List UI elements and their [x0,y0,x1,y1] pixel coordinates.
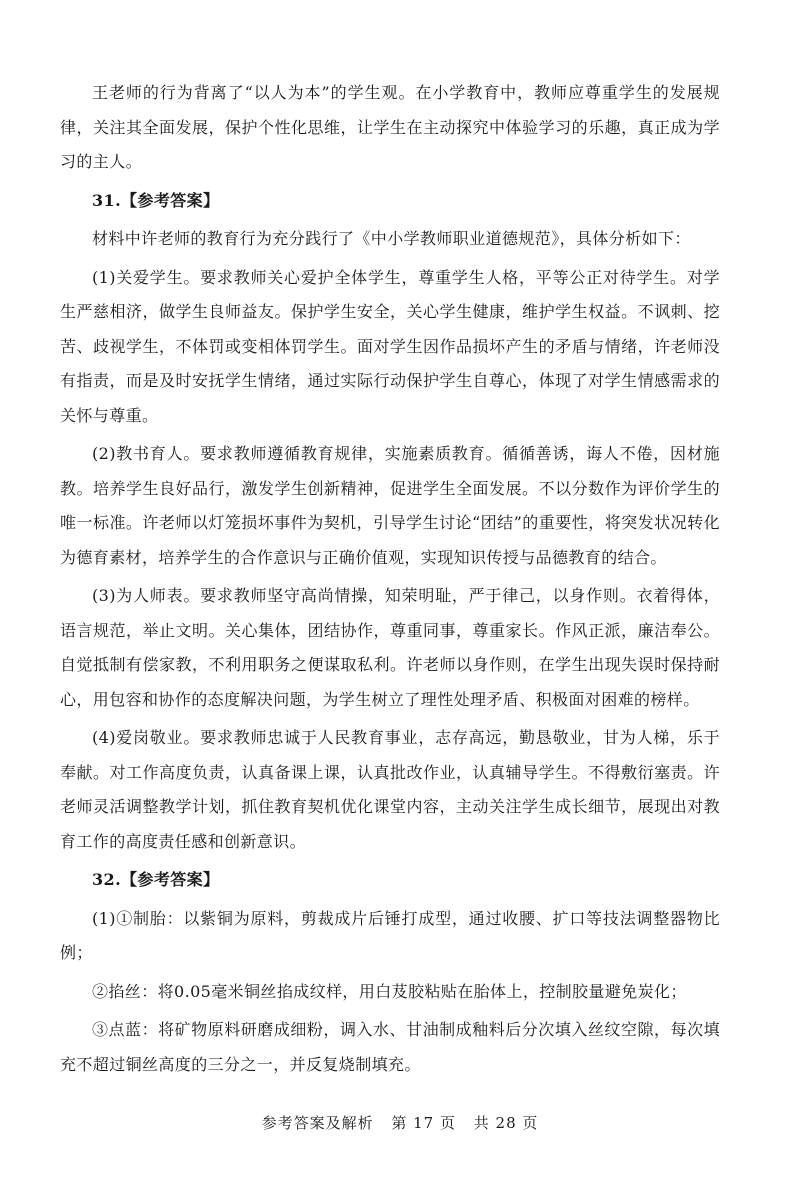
footer-doc-title: 参考答案及解析 [261,1114,374,1132]
paragraph-step-wire-filigree: ②掐丝：将0.05毫米铜丝掐成纹样，用白芨胶粘贴在胎体上，控制胶量避免炭化； [92,981,687,1001]
answer-heading-31: 31.【参考答案】 [92,190,220,210]
paragraph-student-view: 王老师的行为背离了“以人为本”的学生观。在小学教育中，教师应尊重学生的发展规律，关注其全面发展，保护个性化思维，让学生在主动探究中体验学习的乐趣，真正成为学习的主人。 [60,83,720,171]
paragraph-intro-31: 材料中许老师的教育行为充分践行了《中小学教师职业道德规范》，具体分析如下： [92,229,691,248]
page-footer [0,1112,800,1133]
footer-total-pages: 共 28 页 [473,1114,539,1132]
paragraph-dedication: (4)爱岗敬业。要求教师忠诚于人民教育事业，志存高远，勤恳敬业，甘为人梯，乐于奉献。对工作高度负责，认真备课上课，认真批改作业，认真辅导学生。不得敷衍塞责。许老师灵活调整教学计划，抓住教育契机优化课堂内容，主动关注学生成长细节，展现出对教育工作的高度责任感和创新意识。 [60,728,720,851]
paragraph-step-enamel-filling: ③点蓝：将矿物原料研磨成细粉，调入水、甘油制成釉料后分次填入丝纹空隙，每次填充不超过铜丝高度的三分之一，并反复烧制填充。 [60,1020,720,1074]
paragraph-teach-educate: (2)教书育人。要求教师遵循教育规律，实施素质教育。循循善诱，诲人不倦，因材施教。培养学生良好品行，激发学生创新精神，促进学生全面发展。不以分数作为评价学生的唯一标准。许老师以灯笼损坏事件为契机，引导学生讨论“团结”的重要性，将突发状况转化为德育素材，培养学生的合作意识与正确价值观，实现知识传授与品德教育的结合。 [60,444,720,567]
answer-heading-32: 32.【参考答案】 [92,870,220,889]
paragraph-care-students: (1)关爱学生。要求教师关心爱护全体学生，尊重学生人格，平等公正对待学生。对学生严慈相济，做学生良师益友。保护学生安全，关心学生健康，维护学生权益。不讽刺、挖苦、歧视学生，不体罚或变相体罚学生。面对学生因作品损坏产生的矛盾与情绪，许老师没有指责，而是及时安抚学生情绪，通过实际行动保护学生自尊心，体现了对学生情感需求的关怀与尊重。 [60,267,720,425]
paragraph-step-body-making: (1)①制胎：以紫铜为原料，剪裁成片后锤打成型，通过收腰、扩口等技法调整器物比例； [60,908,720,962]
page-body [60,76,720,1082]
paragraph-role-model: (3)为人师表。要求教师坚守高尚情操，知荣明耻，严于律己，以身作则。衣着得体，语言规范，举止文明。关心集体，团结协作，尊重同事，尊重家长。作风正派，廉洁奉公。自觉抵制有偿家教，不利用职务之便谋取私利。许老师以身作则，在学生出现失误时保持耐心，用包容和协作的态度解决问题，为学生树立了理性处理矛盾、积极面对困难的榜样。 [60,586,720,709]
footer-page-number: 第 17 页 [391,1114,456,1132]
